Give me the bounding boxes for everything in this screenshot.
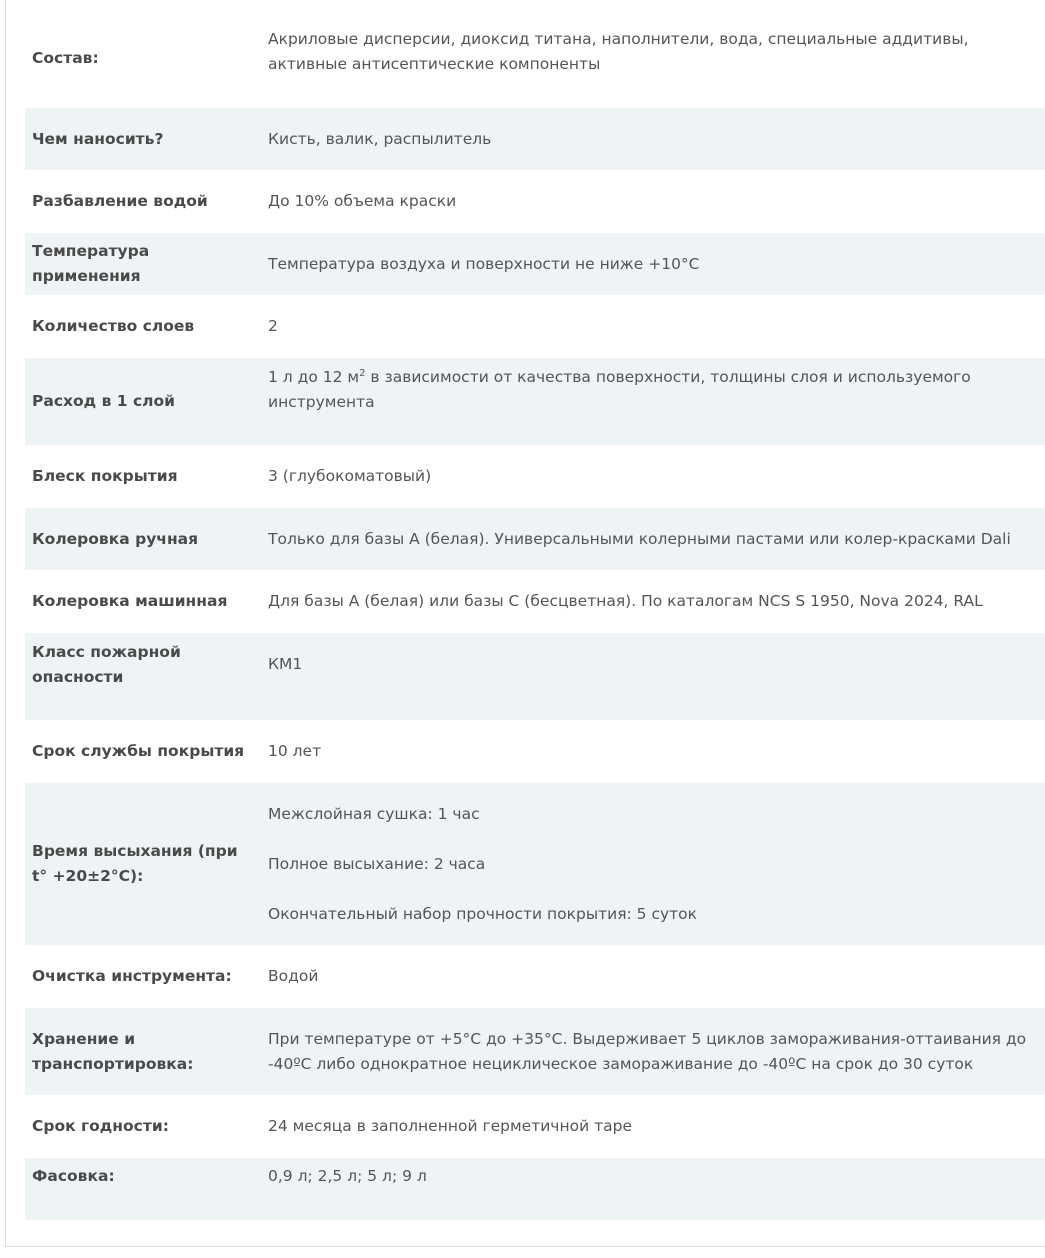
spec-row-shelf-life — [25, 1095, 1045, 1158]
spec-key: Количество слоев — [25, 295, 262, 358]
spec-key: Расход в 1 слой — [25, 358, 262, 445]
spec-key: Чем наносить? — [25, 108, 262, 170]
spec-value: Температура воздуха и поверхности не ниже +10°C — [262, 233, 1045, 295]
spec-key: Срок службы покрытия — [25, 720, 262, 783]
spec-row-composition — [25, 8, 1045, 108]
spec-row-drying-time — [25, 783, 1045, 945]
spec-key: Разбавление водой — [25, 170, 262, 233]
spec-row-service-life — [25, 720, 1045, 783]
spec-value: Только для базы А (белая). Универсальными колерными пастами или колер-красками Dali — [262, 508, 1045, 570]
spec-key: Класс пожарной опасности — [25, 633, 262, 720]
spec-value: 10 лет — [262, 720, 1045, 783]
superscript: 2 — [359, 367, 366, 379]
spec-value: 3 (глубокоматовый) — [262, 445, 1045, 508]
spec-value — [262, 358, 1045, 445]
spec-row-tool-cleaning — [25, 945, 1045, 1008]
spec-row-layer-count — [25, 295, 1045, 358]
spec-row-fire-class — [25, 633, 1045, 720]
spec-row-packaging — [25, 1158, 1045, 1220]
spec-key: Очистка инструмента: — [25, 945, 262, 1008]
spec-value: Водой — [262, 945, 1045, 1008]
spec-key: Температура применения — [25, 233, 262, 295]
spec-key: Срок годности: — [25, 1095, 262, 1158]
spec-value: 0,9 л; 2,5 л; 5 л; 9 л — [262, 1158, 1045, 1220]
spec-key: Колеровка машинная — [25, 570, 262, 633]
consumption-text-rest: в зависимости от качества поверхности, толщины слоя и используемого инструмента — [268, 368, 971, 411]
spec-value — [262, 783, 1045, 945]
drying-interlayer: Межслойная сушка: 1 час — [268, 804, 480, 823]
spec-value: КМ1 — [262, 633, 1045, 720]
spec-row-manual-tinting — [25, 508, 1045, 570]
spec-key: Время высыхания (при t° +20±2°C): — [25, 783, 262, 945]
spec-key: Хранение и транспортировка: — [25, 1008, 262, 1095]
spec-key: Фасовка: — [25, 1158, 262, 1220]
spec-row-application-temperature — [25, 233, 1045, 295]
spec-value: Для базы А (белая) или базы С (бесцветная). По каталогам NCS S 1950, Nova 2024, RAL — [262, 570, 1045, 633]
spec-value: Кисть, валик, распылитель — [262, 108, 1045, 170]
specifications-table — [25, 8, 1045, 1220]
spec-value: Акриловые дисперсии, диоксид титана, наполнители, вода, специальные аддитивы, активные антисептические компоненты — [262, 8, 1045, 108]
spec-row-dilution — [25, 170, 1045, 233]
spec-row-machine-tinting — [25, 570, 1045, 633]
spec-value: 2 — [262, 295, 1045, 358]
spec-value: При температуре от +5°С до +35°С. Выдерживает 5 циклов замораживания-оттаивания до -40ºС либо однократное нециклическое замораживание до -40ºС на срок до 30 суток — [262, 1008, 1045, 1095]
spec-value: До 10% объема краски — [262, 170, 1045, 233]
spec-key: Блеск покрытия — [25, 445, 262, 508]
drying-final-strength: Окончательный набор прочности покрытия: 5 суток — [268, 904, 698, 923]
spec-row-application-tools — [25, 108, 1045, 170]
drying-full: Полное высыхание: 2 часа — [268, 854, 486, 873]
spec-key: Колеровка ручная — [25, 508, 262, 570]
consumption-text: 1 л до 12 м — [268, 368, 360, 386]
spec-key: Состав: — [25, 8, 262, 108]
spec-row-consumption — [25, 358, 1045, 445]
spec-row-gloss — [25, 445, 1045, 508]
spec-row-storage — [25, 1008, 1045, 1095]
spec-value: 24 месяца в заполненной герметичной таре — [262, 1095, 1045, 1158]
